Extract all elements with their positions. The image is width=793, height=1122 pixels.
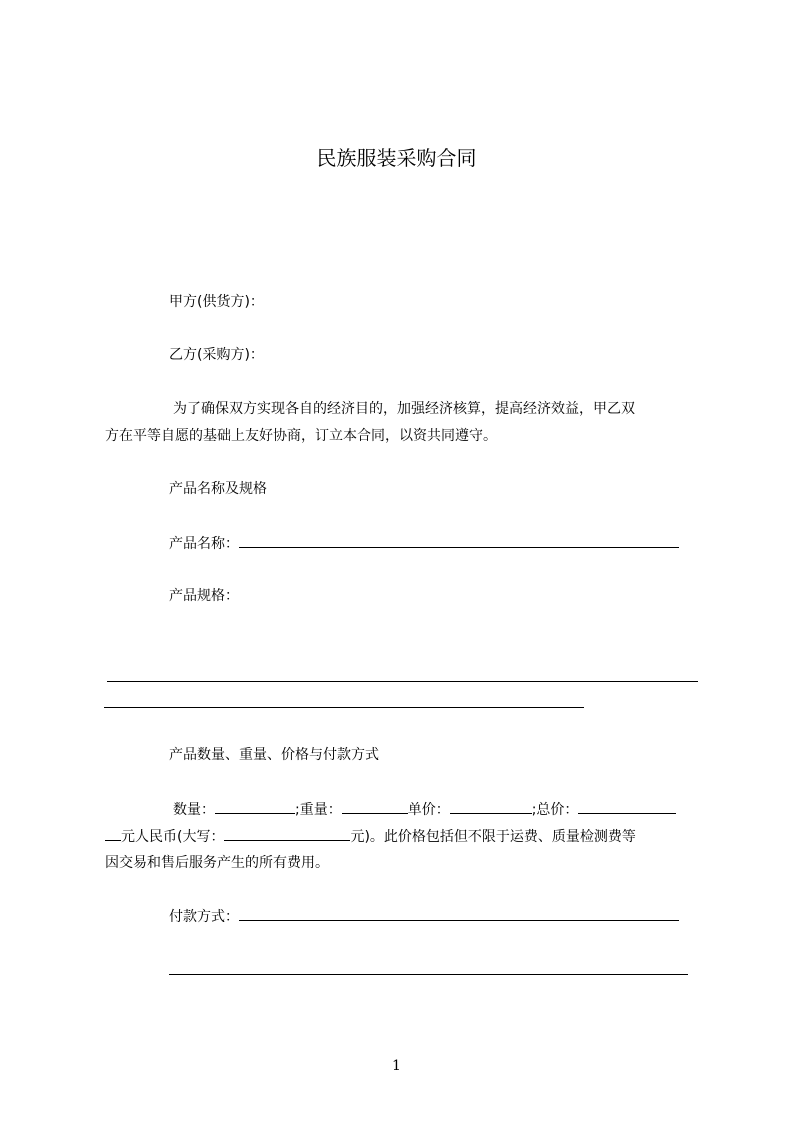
total-price-blank[interactable] <box>578 799 676 814</box>
rmb-uppercase-blank[interactable] <box>224 826 350 841</box>
price-clause-tail: 元)。此价格包括但不限于运费、质量检测费等 <box>350 829 636 845</box>
product-name-label: 产品名称： <box>169 536 239 552</box>
product-spec-label: 产品规格： <box>169 588 239 604</box>
weight-blank[interactable] <box>342 799 408 814</box>
payment-label: 付款方式： <box>169 909 239 925</box>
page-title: 民族服装采购合同 <box>316 146 477 170</box>
quantity-label: 数量： <box>173 802 215 818</box>
section-heading-product: 产品名称及规格 <box>169 481 267 497</box>
payment-row <box>169 906 679 927</box>
rmb-label: 元人民币(大写： <box>121 829 225 845</box>
payment-blank-line2[interactable] <box>169 974 688 975</box>
product-spec-blank-line2[interactable] <box>104 707 584 708</box>
weight-label: ;重量： <box>295 802 342 818</box>
page-number: 1 <box>392 1058 401 1074</box>
product-name-row <box>169 533 679 554</box>
payment-blank[interactable] <box>239 906 679 921</box>
total-price-blank-cont[interactable] <box>105 826 121 841</box>
price-clause-line3: 因交易和售后服务产生的所有费用。 <box>105 855 329 871</box>
quantity-blank[interactable] <box>215 799 295 814</box>
unit-price-blank[interactable] <box>450 799 532 814</box>
unit-price-label: 单价： <box>407 802 450 818</box>
product-spec-blank-line1[interactable] <box>107 681 698 682</box>
total-price-label: ;总价： <box>531 802 579 818</box>
price-clause-line1 <box>173 799 676 820</box>
product-name-blank[interactable] <box>239 533 679 548</box>
party-a-label: 甲方(供货方)： <box>169 294 264 310</box>
section-heading-quantity-price: 产品数量、重量、价格与付款方式 <box>169 747 379 763</box>
price-clause-line2 <box>105 826 636 847</box>
intro-paragraph-line2: 方在平等自愿的基础上友好协商，订立本合同，以资共同遵守。 <box>105 428 497 444</box>
intro-paragraph-line1: 为了确保双方实现各自的经济目的，加强经济核算，提高经济效益，甲乙双 <box>173 401 635 417</box>
party-b-label: 乙方(采购方)： <box>169 347 264 363</box>
